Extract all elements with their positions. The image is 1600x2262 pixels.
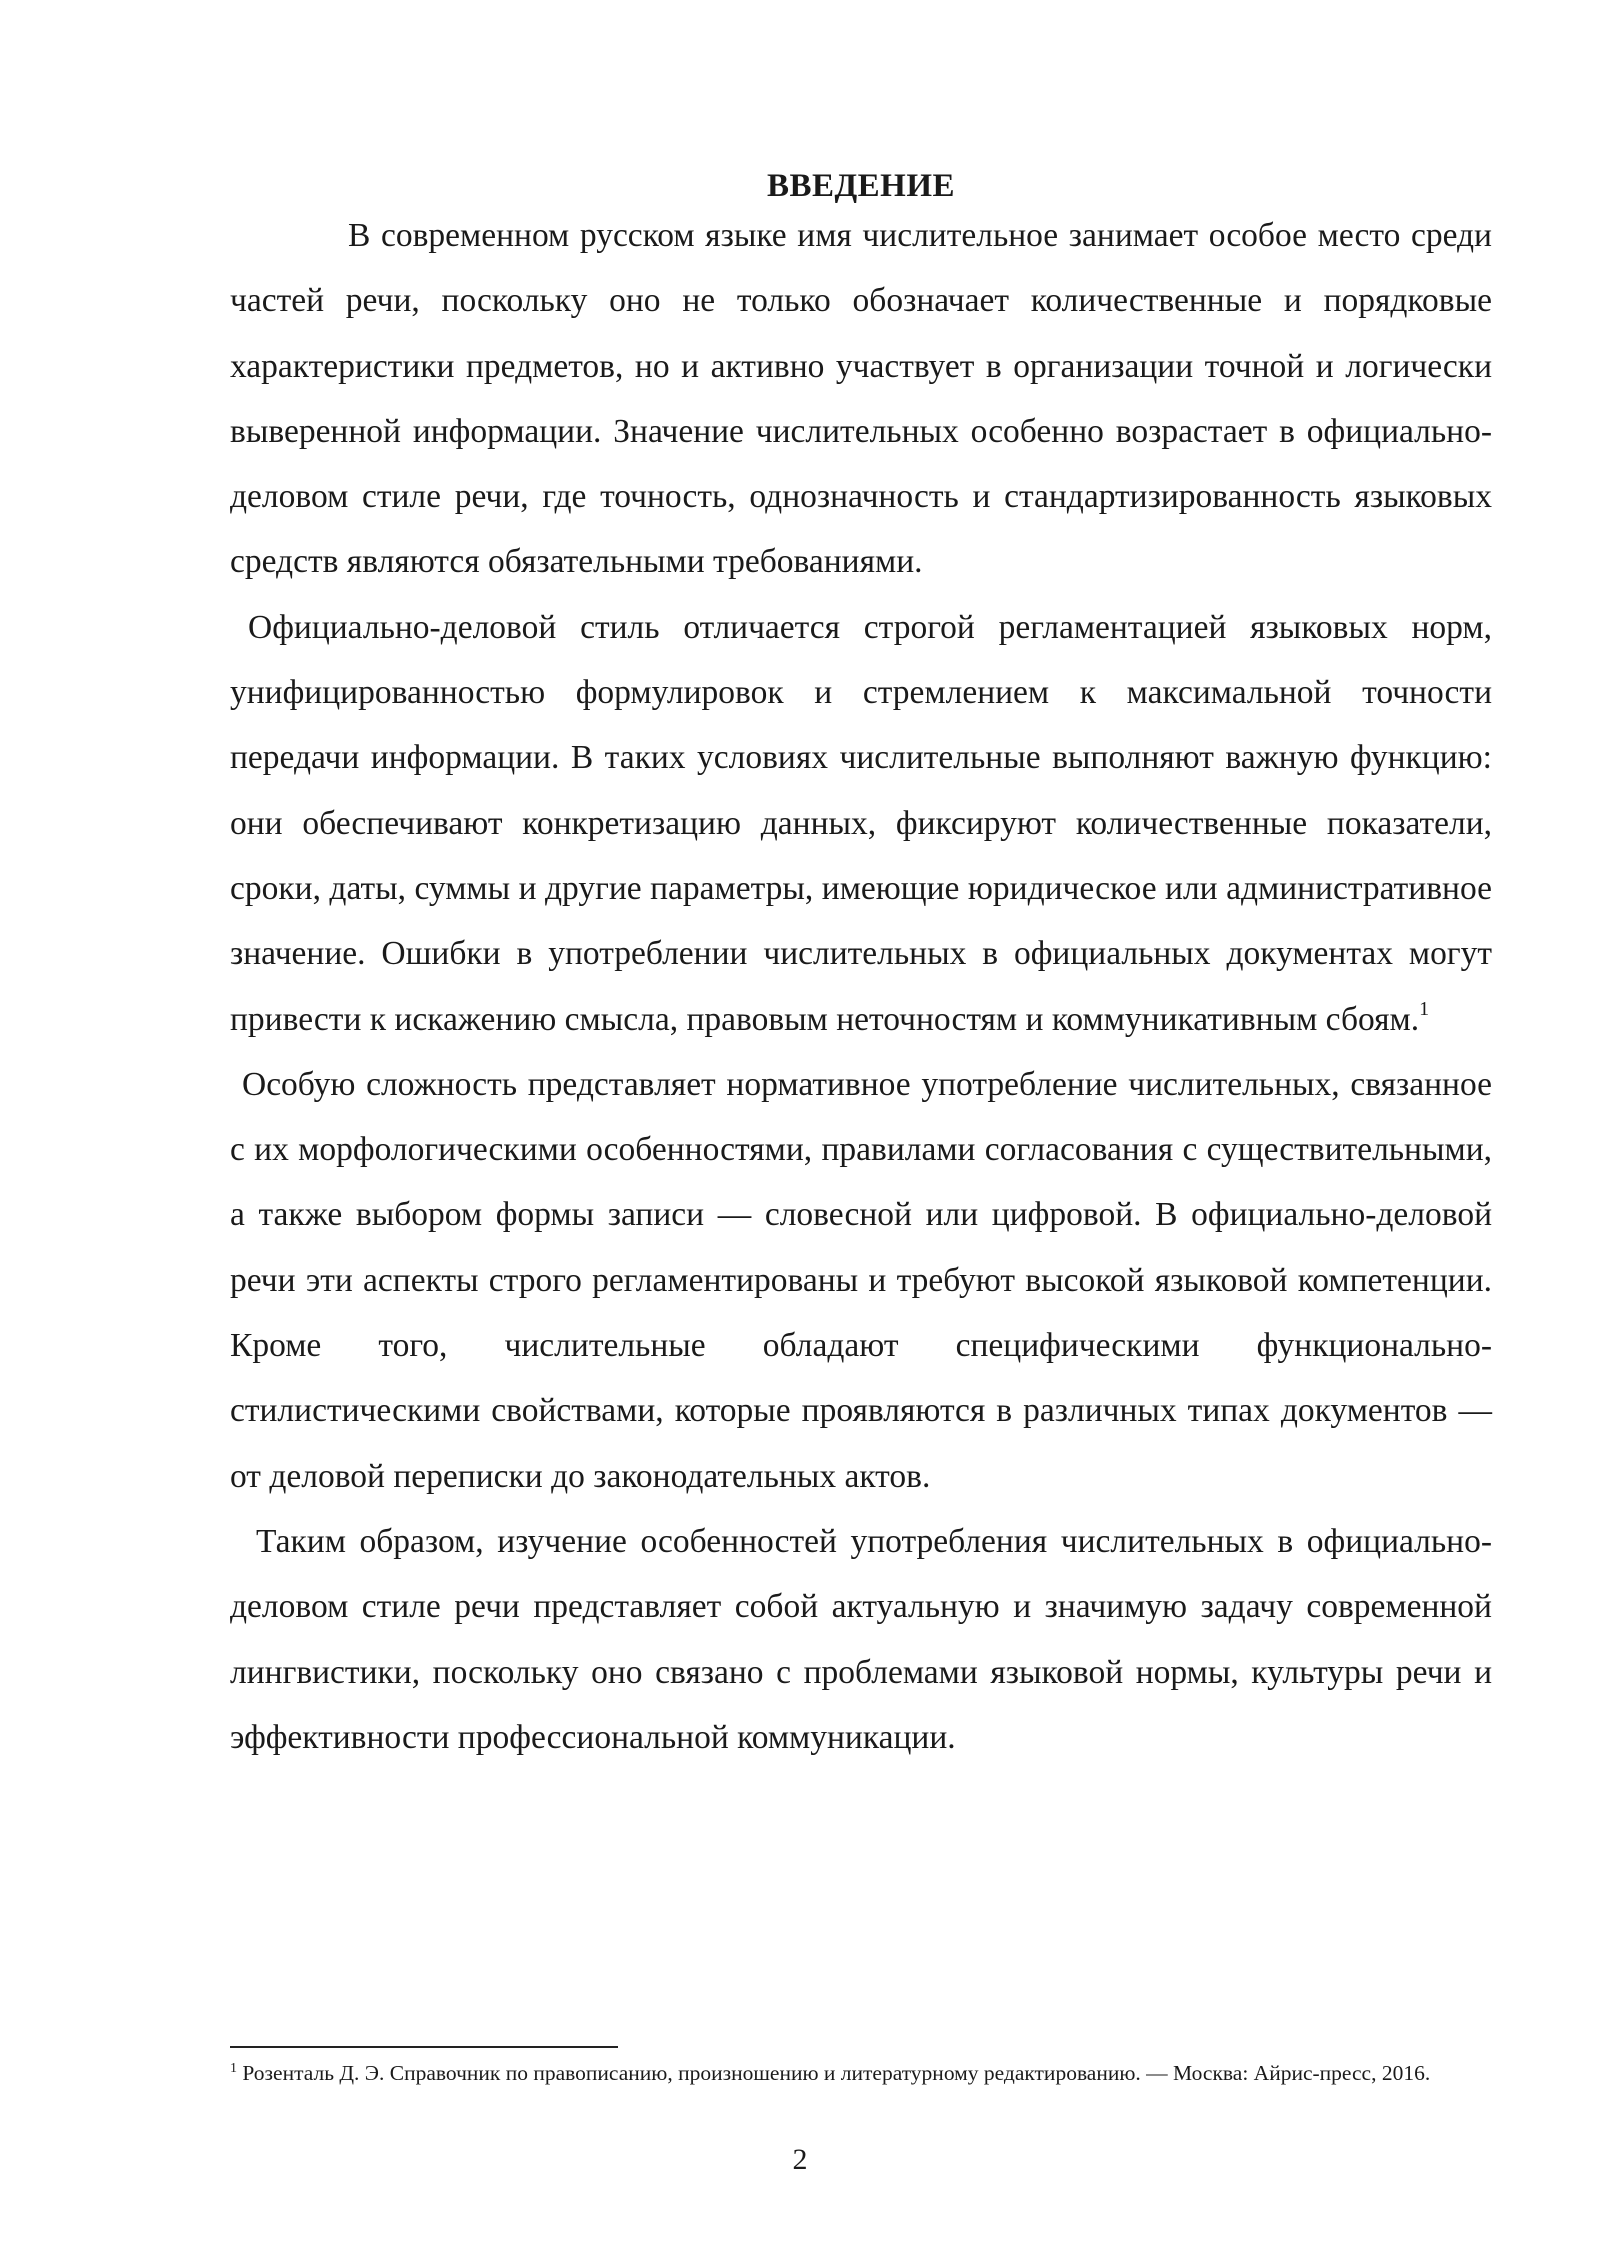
paragraph-4: Таким образом, изучение особенностей употребления числительных в официально-деловом стиле речи представляет собой актуальную и значимую задачу современной лингвистики, поскольку оно связано с проблемами языковой нормы, культуры речи и эффективности профессиональной коммуникации. bbox=[230, 1522, 1492, 1756]
document-title: ВВЕДЕНИЕ bbox=[766, 168, 956, 204]
paragraph-3: Особую сложность представляет нормативное употребление числительных, связанное с их морфологическими особенностями, правилами согласования с существительными, а также выбором формы записи — словесной или цифровой. В официально-деловой речи эти аспекты строго регламентированы и требуют высокой языковой компетенции. Кроме того, числительные обладают специфическими функционально-стилистическими свойствами, которые проявляются в различных типах документов — от деловой переписки до законодательных актов. bbox=[230, 1065, 1492, 1495]
footnote-separator bbox=[230, 2046, 618, 2048]
paragraph-2-text: Официально-деловой стиль отличается строгой регламентацией языковых норм, унифицированностью формулировок и стремлением к максимальной точности передачи информации. В таких условиях числительные выполняют важную функцию: они обеспечивают конкретизацию данных, фиксируют количественные показатели, сроки, даты, суммы и другие параметры, имеющие юридическое или административное значение. Ошибки в употреблении числительных в официальных документах могут привести к искажению смысла, правовым неточностям и коммуникативным сбоям. bbox=[230, 608, 1492, 1038]
document-body bbox=[230, 203, 1492, 1770]
footnote-marker: 1 bbox=[230, 2060, 237, 2076]
paragraph-1: В современном русском языке имя числительное занимает особое место среди частей речи, поскольку оно не только обозначает количественные и порядковые характеристики предметов, но и активно участвует в организации точной и логически выверенной информации. Значение числительных особенно возрастает в официально-деловом стиле речи, где точность, однозначность и стандартизированность языковых средств являются обязательными требованиями. bbox=[230, 217, 1492, 581]
footnote-text: Розенталь Д. Э. Справочник по правописанию, произношению и литературному редактированию. — Москва: Айрис-пресс, 2016. bbox=[242, 2061, 1431, 2085]
paragraph-2 bbox=[230, 595, 1492, 1052]
footnote bbox=[230, 2057, 1492, 2090]
footnote-reference[interactable]: 1 bbox=[1419, 998, 1430, 1021]
page-number: 2 bbox=[792, 2143, 808, 2176]
